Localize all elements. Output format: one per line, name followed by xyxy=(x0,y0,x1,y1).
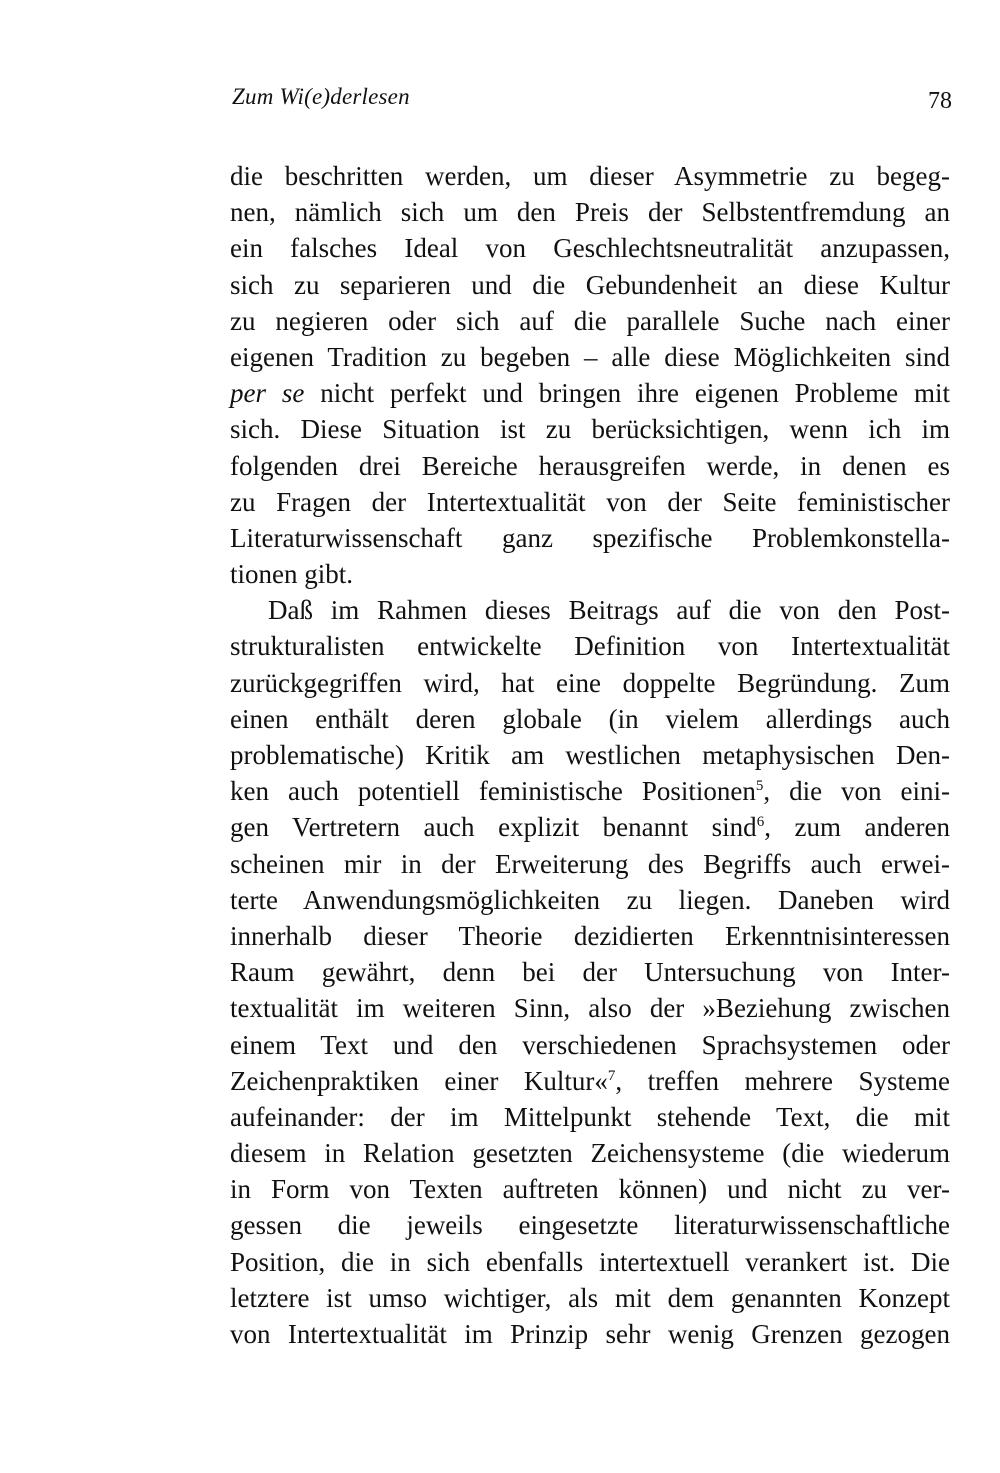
text-line: per se nicht perfekt und bringen ihre eigenen Probleme mit xyxy=(230,378,951,409)
text-line: sich. Diese Situation ist zu berücksichtigen, wenn ich im xyxy=(230,414,950,445)
text-line: gen Vertretern auch explizit benannt sind$^6$, zum anderen xyxy=(230,812,950,843)
text-line: Position, die in sich ebenfalls intertextuell verankert ist. Die xyxy=(230,1246,950,1277)
text-line: aufeinander: der im Mittelpunkt stehende Text, die mit xyxy=(230,1101,950,1132)
page-header xyxy=(232,78,952,118)
text-line: sich zu separieren und die Gebundenheit an diese Kultur xyxy=(230,269,950,300)
text-line: einem Text und den verschiedenen Sprachsystemen oder xyxy=(230,1029,950,1060)
body-text xyxy=(230,158,950,1352)
text-line: zu Fragen der Intertextualität von der Seite feministischer xyxy=(230,486,950,517)
text-line: textualität im weiteren Sinn, also der »Beziehung zwischen xyxy=(230,993,950,1024)
text-line: gessen die jeweils eingesetzte literaturwissenschaftliche xyxy=(230,1210,950,1241)
text-line: terte Anwendungsmöglichkeiten zu liegen. Daneben wird xyxy=(230,884,950,915)
text-line: letztere ist umso wichtiger, als mit dem genannten Konzept xyxy=(230,1282,950,1313)
text-line: die beschritten werden, um dieser Asymmetrie zu begeg- xyxy=(230,161,950,191)
text-line: ein falsches Ideal von Geschlechtsneutralität anzupassen, xyxy=(230,233,950,264)
text-line: innerhalb dieser Theorie dezidierten Erkenntnisinteressen xyxy=(230,920,950,951)
text-line: diesem in Relation gesetzten Zeichensysteme (die wiederum xyxy=(230,1138,950,1169)
text-line: strukturalisten entwickelte Definition von Intertextualität xyxy=(230,631,950,662)
text-line: zurückgegriffen wird, hat eine doppelte Begründung. Zum xyxy=(230,667,950,698)
text-line: ken auch potentiell feministische Positionen$^5$, die von eini- xyxy=(230,776,951,807)
footnote-marker[interactable]: 6 xyxy=(756,814,765,831)
italic-term: per se xyxy=(230,378,305,409)
text-line: scheinen mir in der Erweiterung des Begriffs auch erwei- xyxy=(230,848,950,879)
text-line: Zeichenpraktiken einer Kultur«$^7$, treffen mehrere Systeme xyxy=(230,1065,950,1096)
text-line: Raum gewährt, denn bei der Untersuchung von Inter- xyxy=(230,957,950,988)
text-line: in Form von Texten auftreten können) und nicht zu ver- xyxy=(230,1174,950,1205)
text-line: nen, nämlich sich um den Preis der Selbstentfremdung an xyxy=(230,197,950,228)
text-line: einen enthält deren globale (in vielem allerdings auch xyxy=(230,703,950,734)
text-line: eigenen Tradition zu begeben – alle diese Möglichkeiten sind xyxy=(230,341,950,372)
text-line: problematische) Kritik am westlichen metaphysischen Den- xyxy=(230,740,950,770)
text-line: Daß im Rahmen dieses Beitrags auf die von den Post- xyxy=(268,595,950,626)
footnote-marker[interactable]: 5 xyxy=(755,778,764,795)
text-line: tionen gibt. xyxy=(230,559,353,590)
text-line: Literaturwissenschaft ganz spezifische Problemkonstella- xyxy=(230,522,950,553)
text-line: zu negieren oder sich auf die parallele Suche nach einer xyxy=(230,305,950,336)
text-line: von Intertextualität im Prinzip sehr wenig Grenzen gezogen xyxy=(230,1319,950,1349)
running-title: Zum Wi(e)derlesen xyxy=(232,84,410,109)
text-line: folgenden drei Bereiche herausgreifen werde, in denen es xyxy=(230,450,950,481)
page-number: 78 xyxy=(928,88,952,114)
footnote-marker[interactable]: 7 xyxy=(607,1067,616,1084)
